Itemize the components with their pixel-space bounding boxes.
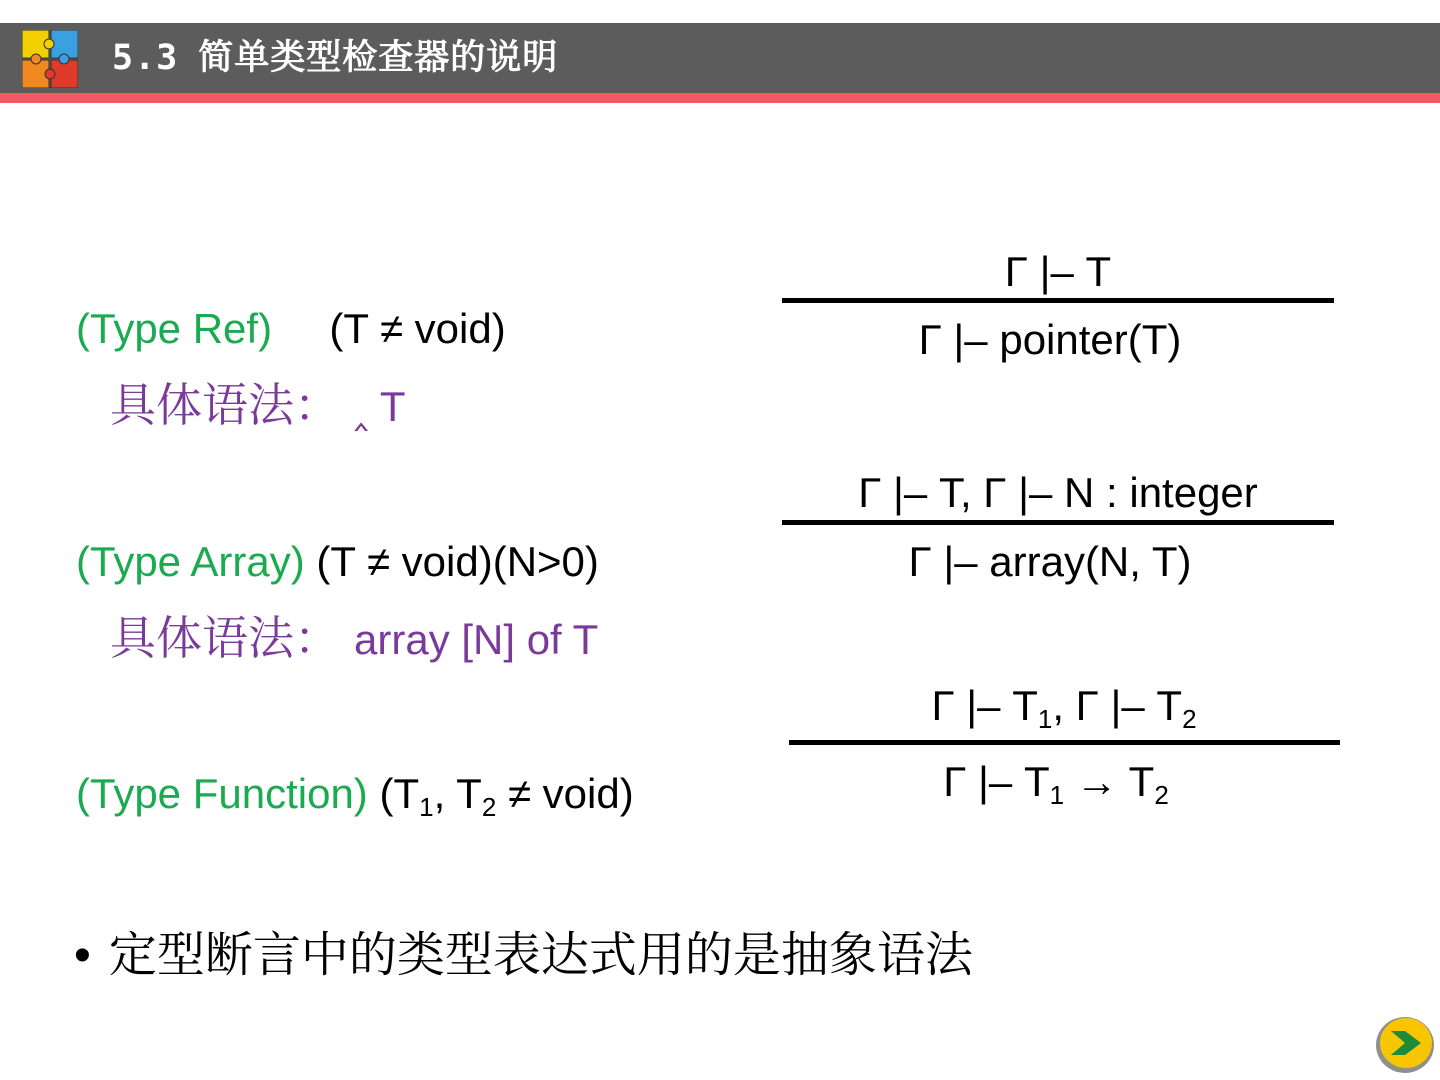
syntax-label: 具体语法： [110, 612, 340, 664]
syntax-value: array [N] of T [354, 616, 599, 663]
rule-syntax-ref [110, 378, 406, 434]
rule-condition: (T ≠ void)(N>0) [316, 538, 599, 585]
next-arrow-icon [1389, 1029, 1423, 1057]
conclusion-array: Γ |– array(N, T) [908, 538, 1192, 585]
premise-ref: Γ |– T [1004, 248, 1112, 295]
inference-bar-array [782, 520, 1334, 525]
rule-type-ref [76, 304, 506, 354]
next-slide-button[interactable] [1380, 1018, 1432, 1068]
rule-name: (Type Array) [76, 538, 305, 585]
rule-condition: ($T_1$, $T_2$ ≠ void) [379, 770, 634, 822]
rule-condition: (T ≠ void) [329, 305, 506, 352]
rule-syntax-array [110, 611, 598, 667]
rule-type-array [76, 537, 599, 587]
bullet-item [74, 926, 973, 986]
syntax-label: 具体语法： [110, 379, 340, 431]
bullet-symbol: • [74, 929, 91, 982]
bullet-text: 定型断言中的类型表达式用的是抽象语法 [108, 929, 973, 982]
rule-name: (Type Ref) [76, 305, 273, 352]
header-stripe [0, 93, 1440, 103]
title-text: 简单类型检查器的说明 [198, 38, 559, 78]
puzzle-logo-icon [22, 30, 78, 88]
premise-array: Γ |– T, Γ |– N : integer [858, 469, 1258, 516]
section-number: 5.3 [112, 38, 179, 78]
conclusion-ref: Γ |– pointer(T) [918, 316, 1182, 363]
rule-type-function [76, 769, 634, 822]
conclusion-function: Γ |– $T_1 \to T_2$ [943, 758, 1169, 810]
slide-title [112, 36, 558, 80]
premise-function: Γ |– $T_1$, Γ |– $T_2$ [931, 682, 1197, 734]
syntax-value: ‸ T [354, 383, 406, 430]
inference-bar-ref [782, 298, 1334, 303]
inference-bar-function [789, 740, 1340, 745]
rule-name: (Type Function) [76, 770, 368, 817]
